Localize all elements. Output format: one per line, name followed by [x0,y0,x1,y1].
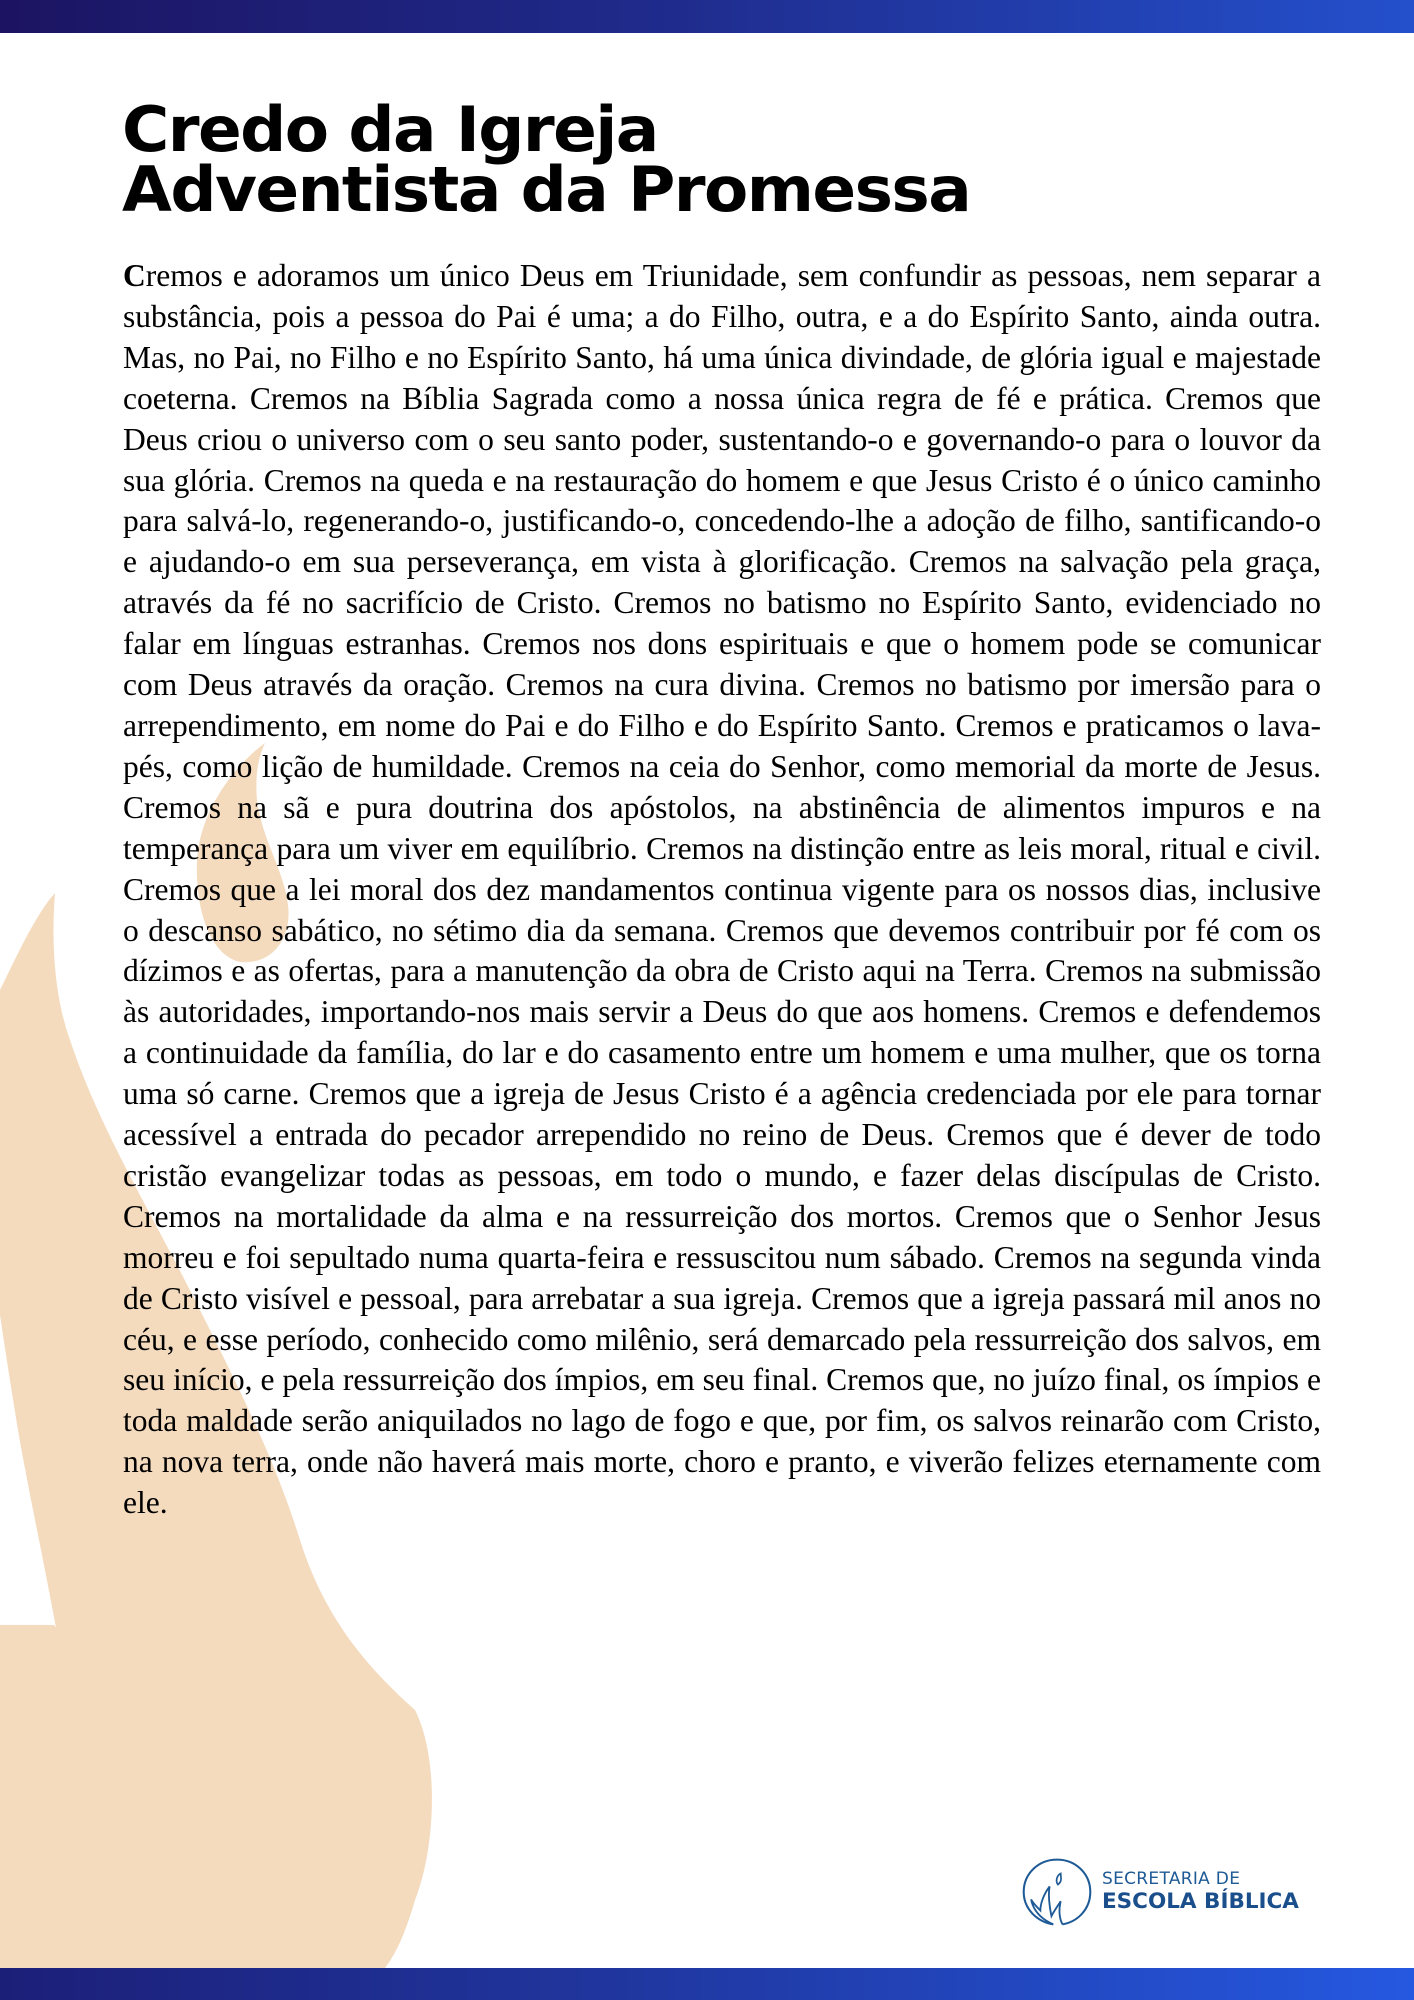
secretaria-logo [1020,1855,1299,1929]
creed-paragraph: remos e adoramos um único Deus em Triunidade, sem confundir as pessoas, nem separar a substância, pois a pessoa do Pai é uma; a do Filho, outra, e a do Espírito Santo, ainda outra. Mas, no Pai, no Filho e no Espírito Santo, há uma única divindade, de glória igual e majestade coeterna. Cremos na Bíblia Sagrada como a nossa única regra de fé e prática. Cremos que Deus criou o universo com o seu santo poder, sustentando-o e governando-o para o louvor da sua glória. Cremos na queda e na restauração do homem e que Jesus Cristo é o único caminho para salvá-lo, regenerando-o, justificando-o, concedendo-lhe a adoção de filho, santificando-o e ajudando-o em sua perseverança, em vista à glorificação. Cremos na salvação pela graça, através da fé no sacrifício de Cristo. Cremos no batismo no Espírito Santo, evidenciado no falar em línguas estranhas. Cremos nos dons espirituais e que o homem pode se comunicar com Deus através da oração. Cremos na cura divina. Cremos no batismo por imersão para o arrependimento, em nome do Pai e do Filho e do Espírito Santo. Cremos e praticamos o lava-pés, como lição de humildade. Cremos na ceia do Senhor, como memorial da morte de Jesus. Cremos na sã e pura doutrina dos apóstolos, na abstinência de alimentos impuros e na temperança para um viver em equilíbrio. Cremos na distinção entre as leis moral, ritual e civil. Cremos que a lei moral dos dez mandamentos continua vigente para os nossos dias, inclusive o descanso sabático, no sétimo dia da semana. Cremos que devemos contribuir por fé com os dízimos e as ofertas, para a manutenção da obra de Cristo aqui na Terra. Cremos na submissão às autoridades, importando-nos mais servir a Deus do que aos homens. Cremos e defendemos a continuidade da família, do lar e do casamento entre um homem e uma mulher, que os torna uma só carne. Cremos que a igreja de Jesus Cristo é a agência credenciada por ele para tornar acessível a entrada do pecador arrependido no reino de Deus. Cremos que é dever de todo cristão evangelizar todas as pessoas, em todo o mundo, e fazer delas discípulas de Cristo. Cremos na mortalidade da alma e na ressurreição dos mortos. Cremos que o Senhor Jesus morreu e foi sepultado numa quarta-feira e ressuscitou num sábado. Cremos na segunda vinda de Cristo visível e pessoal, para arrebatar a sua igreja. Cremos que a igreja passará mil anos no céu, e esse período, conhecido como milênio, será demarcado pela ressurreição dos salvos, em seu início, e pela ressurreição dos ímpios, em seu final. Cremos que, no juízo final, os ímpios e toda maldade serão aniquilados no lago de fogo e que, por fim, os salvos reinarão com Cristo, na nova terra, onde não haverá mais morte, choro e pranto, e viverão felizes eternamente com ele. [123,258,1321,1521]
logo-line-1: SECRETARIA DE [1102,1869,1241,1890]
title-line-2: Adventista da Promessa [122,153,971,226]
page-title [122,93,971,226]
creed-body-text [123,256,1321,1524]
logo-line-2: ESCOLA BÍBLICA [1102,1889,1299,1915]
dropcap-letter: C [123,258,146,293]
title-line-1: Credo da Igreja [122,93,658,166]
flame-circle-icon [1020,1855,1094,1929]
